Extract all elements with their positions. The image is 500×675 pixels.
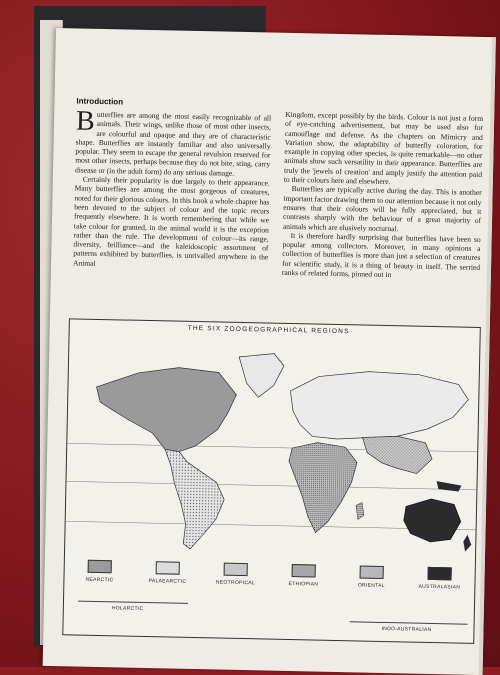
holarctic-bracket — [78, 595, 188, 604]
holarctic-label: HOLARCTIC — [111, 605, 144, 612]
ethiopian-region — [287, 442, 357, 533]
swatch-palaearctic — [156, 561, 180, 574]
australasian-region — [403, 498, 461, 542]
palaearctic-region — [289, 370, 468, 442]
book-page — [43, 28, 496, 675]
nearctic-region — [95, 366, 237, 453]
swatch-australasian — [428, 567, 452, 580]
new-guinea — [436, 481, 461, 492]
drop-cap: B — [75, 105, 96, 137]
right-paragraph-2: Butterflies are typically active during the day. This is another important factor drawing them to our attention because it not only ensures that their colours will be fully appreciated, but it contrasts sharply with the behaviour of a great majority of animals which are elusively nocturnal. — [282, 184, 482, 233]
right-paragraph-1: Kingdom, except possibly by the birds. Colour is not just a form of eye-catching advertisement, but may be used also for camouflage and defense. As the chapters on Mimicry and Variation show, the adaptability of butterfly coloration, for example in copying other species, is quite remarkable—no other animals show such versatility in their appearance. Butterflies are truly the 'jewels of creation' and amply justify the attention paid to their colours here and elsewhere. — [283, 109, 484, 187]
swatch-oriental — [360, 565, 384, 578]
madagascar — [356, 502, 364, 519]
oriental-region — [362, 436, 433, 474]
equator-line — [67, 481, 477, 490]
swatch-nearctic — [88, 560, 112, 573]
right-column — [282, 110, 483, 281]
indo-australian-bracket — [350, 615, 468, 624]
new-zealand — [463, 535, 471, 552]
legend-neotropical: NEOTROPICAL — [200, 562, 270, 586]
right-paragraph-3: It is therefore hardly surprising that butterflies have been so popular among collectors. Moreover, in many opinions a collection of butterflies is more than just a selection of creatures for scientific study, it is a thing of beauty in itself. The serried ranks of related forms, pinned out in — [281, 230, 481, 280]
left-paragraph-2: Certainly their popularity is due largely to their appearance. Many butterflies are among the most gorgeous of creatures, noted for their glorious colours. In this book a whole chapter has been devoted to the subject of colour and the topic recurs frequently elsewhere. It is worth remembering that while we take colour for granted, in the animal world it is the exception rather than the rule. The development of colour—its range, diversity, brilliance—and the kaleidoscopic assortment of patterns exhibited by butterflies, is unrivalled anywhere in the Animal — [72, 174, 270, 268]
section-heading: Introduction — [76, 96, 124, 107]
legend-nearctic: NEARCTIC — [64, 559, 134, 583]
swatch-ethiopian — [292, 564, 316, 577]
zoogeographical-map-figure — [62, 318, 481, 644]
indo-australian-label: INDO-AUSTRALIAN — [381, 625, 432, 633]
greenland-region — [238, 353, 284, 398]
legend-oriental: ORIENTAL — [336, 565, 406, 589]
swatch-neotropical — [224, 563, 248, 576]
left-column — [72, 105, 272, 271]
legend-ethiopian: ETHIOPIAN — [268, 564, 338, 588]
legend-palaearctic: PALAEARCTIC — [132, 561, 202, 585]
world-map — [65, 331, 480, 560]
neotropical-region — [163, 449, 225, 549]
left-paragraph-1: Butterflies are among the most easily recognizable of all animals. Their wings, unlike those of most other insects, are colourful and opaque and they are of characteristic shape. Butterflies are instantly familiar and also universally popular. They seem to escape the general revulsion reserved for most other insects, perhaps because they do not bite, sting, carry disease or (in the adult form) do any serious damage. — [74, 105, 272, 178]
map-title: THE SIX ZOOGEOGRAPHICAL REGIONS — [187, 324, 350, 336]
legend-australasian: AUSTRALASIAN — [404, 566, 474, 590]
